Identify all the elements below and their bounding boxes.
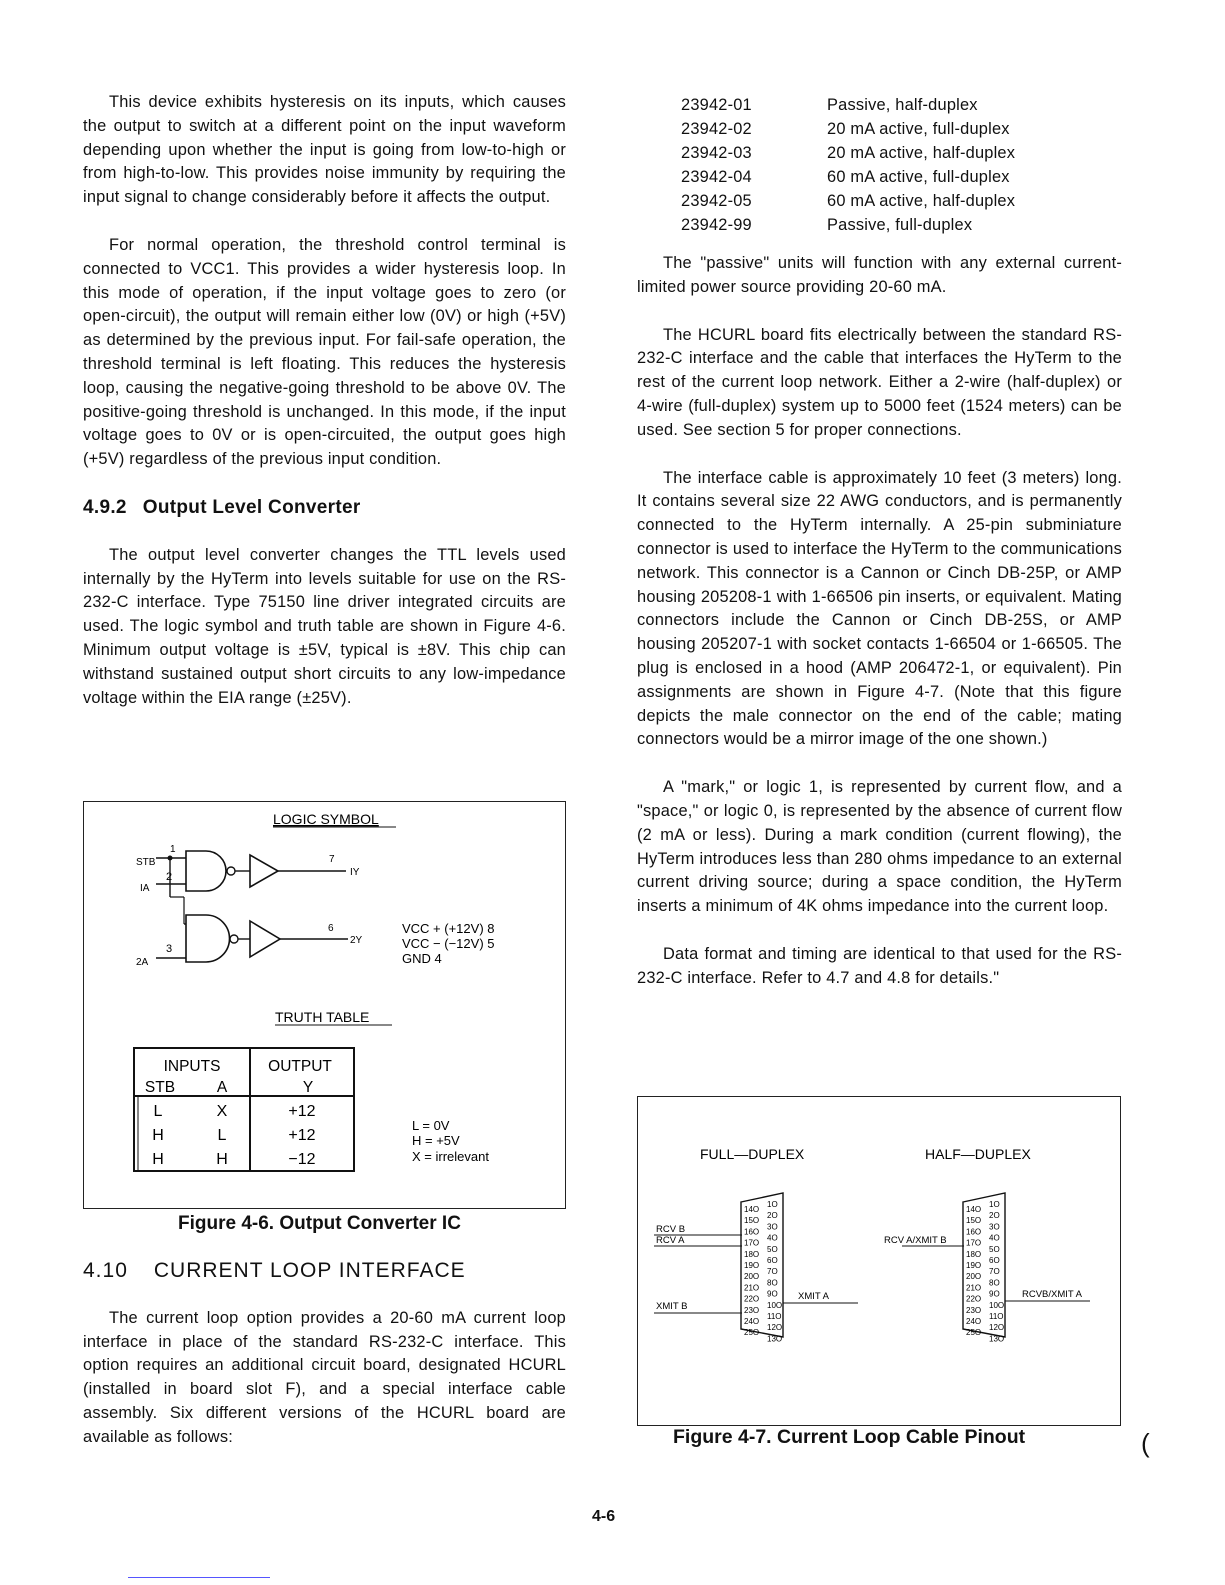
connector-pin-label: 18O [744, 1249, 760, 1259]
svg-text:7: 7 [329, 854, 335, 865]
connector-pin-label: 17O [744, 1238, 760, 1248]
logic-symbol-title: LOGIC SYMBOL [273, 811, 379, 827]
svg-text:IY: IY [350, 867, 360, 878]
svg-text:+12: +12 [288, 1103, 316, 1120]
full-duplex-title: FULL—DUPLEX [700, 1146, 805, 1162]
svg-text:A: A [216, 1079, 228, 1096]
gnd-label: GND 4 [402, 951, 442, 966]
svg-text:6: 6 [328, 923, 334, 934]
connector-pin-label: 25O [744, 1328, 760, 1338]
page-number: 4-6 [592, 1508, 616, 1525]
connector-pin-label: 6O [989, 1256, 1000, 1265]
paragraph: A "mark," or logic 1, is represented by current flow, and a "space," or logic 0, is represented by the absence of current flow (2 mA or less). During a mark condition (current flowing), the HyTerm introduces less than 280 ohms impedance to an external current driving source; during a space condition, the HyTerm inserts a minimum of 4K ohms impedance into the current loop. [637, 778, 1122, 916]
table-row [152, 1151, 315, 1168]
legend-h: H = +5V [412, 1133, 460, 1148]
paragraph: The output level converter changes the TTL levels used internally by the HyTerm into levels suitable for use on the RS-232-C interface. Type 75150 line driver integrated circuits are used. The logic symbol and truth table are shown in Figure 4-6. Minimum output voltage is ±5V, typical is ±8V. This chip can withstand sustained output short circuits to any low-impedance voltage within the EIA range (±25V). [83, 545, 566, 707]
paragraph: The current loop option provides a 20-60 mA current loop interface in place of the standard RS-232-C interface. This option requires an additional circuit board, designated HCURL (installed in board slot F), and a special interface cable assembly. Six different versions of the HCURL board are available as follows: [83, 1308, 566, 1446]
connector-pin-label: 21O [966, 1283, 982, 1293]
svg-text:+12: +12 [288, 1127, 316, 1144]
paragraph: The HCURL board fits electrically between the standard RS-232-C interface and the cable that interfaces the HyTerm to the rest of the current loop network. Either a 2-wire (half-duplex) or 4-wire (full-duplex) system up to 5000 feet (1524 meters) can be used. See section 5 for proper connections. [637, 325, 1122, 439]
connector-pin-label: 5O [767, 1244, 778, 1254]
connector-pin-label: 4O [767, 1233, 778, 1243]
section-heading-4-9-2: 4.9.2 Output Level Converter [83, 496, 361, 518]
paragraph: For normal operation, the threshold control terminal is connected to VCC1. This provides a wider hysteresis loop. In this mode of operation, if the input voltage goes to zero (or open-circuit), the output will remain either low (0V) or high (+5V) as determined by the previous input. For fail-safe operation, the threshold terminal is left floating. This reduces the hysteresis loop, causing the negative-going threshold to be above 0V. The positive-going threshold is unchanged. In this mode, if the input voltage goes to 0V or is open-circuited, the output goes high (+5V) regardless of the previous input condition. [83, 235, 566, 469]
inputs-header: INPUTS [163, 1058, 221, 1075]
connector-pin-label: 18O [966, 1249, 982, 1259]
table-row: 23942-99 Passive, full-duplex [681, 216, 973, 235]
connector-pin-label: 3O [989, 1222, 1000, 1232]
connector-pin-label: 17O [966, 1238, 982, 1248]
connector-pin-label: 24O [966, 1317, 982, 1326]
svg-text:X: X [216, 1103, 228, 1120]
paragraph: Data format and timing are identical to that used for the RS-232-C interface. Refer to 4.7 and 4.8 for details." [637, 944, 1122, 987]
section-heading-4-10: 4.10 CURRENT LOOP INTERFACE [83, 1259, 466, 1282]
connector-pin-label: 1O [989, 1200, 1000, 1209]
svg-text:XMIT B: XMIT B [656, 1301, 688, 1312]
logic-symbol-diagram [84, 802, 564, 1207]
legend-x: X = irrelevant [412, 1149, 489, 1164]
connector-pin-label: 22O [966, 1294, 982, 1304]
svg-text:RCV B: RCV B [656, 1224, 686, 1235]
connector-pin-label: 5O [989, 1244, 1000, 1254]
connector-pin-label: 22O [744, 1294, 760, 1304]
svg-text:RCVB/XMIT A: RCVB/XMIT A [1022, 1289, 1083, 1300]
svg-text:RCV A/XMIT B: RCV A/XMIT B [884, 1235, 947, 1246]
connector-pin-label: 2O [767, 1211, 778, 1221]
cable-pinout-diagram [638, 1097, 1119, 1424]
table-row: 23942-01 Passive, half-duplex [681, 96, 978, 115]
connector-pin-label: 15O [966, 1216, 982, 1226]
vcc-plus-label: VCC + (+12V) 8 [402, 921, 495, 936]
table-row: 23942-03 20 mA active, half-duplex [681, 144, 1016, 163]
connector-pin-label: 14O [744, 1205, 760, 1214]
svg-text:2A: 2A [136, 957, 149, 968]
half-duplex-title: HALF—DUPLEX [925, 1146, 1031, 1162]
connector-pin-label: 14O [966, 1205, 982, 1214]
svg-text:STB: STB [136, 857, 156, 868]
svg-text:3: 3 [166, 943, 173, 955]
figure-4-6 [83, 801, 566, 1209]
table-row [154, 1103, 316, 1120]
footer-rule [128, 1577, 270, 1578]
legend-l: L = 0V [412, 1118, 450, 1133]
connector-pin-label: 8O [989, 1278, 1000, 1288]
figure-4-7-caption: Figure 4-7. Current Loop Cable Pinout [673, 1426, 1026, 1448]
truth-table-title: TRUTH TABLE [275, 1009, 370, 1025]
table-row: 23942-02 20 mA active, full-duplex [681, 120, 1010, 139]
svg-text:H: H [216, 1151, 228, 1168]
output-header: OUTPUT [268, 1058, 332, 1075]
connector-pin-label: 1O [767, 1200, 778, 1209]
table-row: 23942-04 60 mA active, full-duplex [681, 168, 1010, 187]
connector-pin-label: 8O [767, 1278, 778, 1288]
connector-pin-label: 15O [744, 1216, 760, 1226]
svg-text:−12: −12 [288, 1151, 316, 1168]
connector-pin-label: 20O [744, 1272, 760, 1282]
svg-text:2Y: 2Y [350, 935, 363, 946]
svg-text:2: 2 [166, 871, 173, 883]
connector-pin-label: 9O [989, 1289, 1000, 1299]
svg-text:XMIT A: XMIT A [798, 1291, 829, 1302]
paragraph: The "passive" units will function with any external current-limited power source providing 20-60 mA. [637, 254, 1122, 296]
connector-pin-label: 23O [966, 1305, 982, 1315]
table-row [152, 1127, 315, 1144]
connector-pin-label: 25O [966, 1328, 982, 1338]
connector-pin-label: 23O [744, 1305, 760, 1315]
right-column [637, 94, 1122, 1015]
svg-text:STB: STB [144, 1079, 176, 1096]
connector-pin-label: 16O [966, 1227, 982, 1237]
connector-pin-label: 21O [744, 1283, 760, 1293]
svg-text:H: H [152, 1127, 164, 1144]
svg-text:IA: IA [140, 883, 150, 894]
connector-pin-label: 9O [767, 1289, 778, 1299]
connector-pin-label: 3O [767, 1222, 778, 1232]
figure-4-7 [637, 1096, 1121, 1426]
paragraph: The interface cable is approximately 10 feet (3 meters) long. It contains several size 22 AWG conductors, and is permanently connected to the HyTerm internally. A 25-pin subminiature connector is used to interface the HyTerm to the communications network. This connector is a Cannon or Cinch DB-25P, or AMP housing 205208-1 with 1-66506 pin inserts, or equivalent. Mating connectors include the Cannon or Cinch DB-25S, or AMP housing 205207-1 with socket contacts 1-66504 or 1-66505. The plug is enclosed in a hood (AMP 206472-1, or equivalent). Pin assignments are shown in Figure 4-7. (Note that this figure depicts the male connector on the end of the cable; mating connectors would be a mirror image of the one shown.) [637, 468, 1122, 749]
connector-pin-label: 10O [767, 1300, 783, 1310]
vcc-minus-label: VCC − (−12V) 5 [402, 936, 495, 951]
connector-pin-label: 7O [989, 1267, 1000, 1277]
svg-text:Y: Y [302, 1079, 314, 1096]
board-versions-table [681, 94, 1015, 238]
margin-mark: ( [1141, 1428, 1150, 1458]
svg-text:L: L [153, 1103, 163, 1120]
connector-pin-label: 6O [767, 1256, 778, 1265]
connector-pin-label: 13O [989, 1334, 1005, 1344]
connector-pin-label: 19O [966, 1261, 982, 1270]
connector-pin-label: 24O [744, 1317, 760, 1326]
connector-pin-label: 7O [767, 1267, 778, 1277]
connector-pin-label: 2O [989, 1211, 1000, 1221]
connector-pin-label: 10O [989, 1300, 1005, 1310]
connector-pin-label: 12O [989, 1323, 1005, 1333]
connector-pin-label: 13O [767, 1334, 783, 1344]
svg-text:L: L [217, 1127, 227, 1144]
svg-text:1: 1 [170, 844, 176, 855]
connector-pin-label: 19O [744, 1261, 760, 1270]
connector-pin-label: 12O [767, 1323, 783, 1333]
connector-pin-label: 16O [744, 1227, 760, 1237]
connector-pin-label: 11O [989, 1312, 1004, 1321]
svg-text:H: H [152, 1151, 164, 1168]
section-4-10 [83, 1259, 566, 1474]
paragraph: This device exhibits hysteresis on its inputs, which causes the output to switch at a different point on the input waveform depending upon whether the input is going from low-to-high or from high-to-low. This provides noise immunity by requiring the input signal to change considerably before it affects the output. [83, 93, 566, 207]
connector-pin-label: 4O [989, 1233, 1000, 1243]
table-row: 23942-05 60 mA active, half-duplex [681, 192, 1016, 211]
figure-4-6-caption: Figure 4-6. Output Converter IC [178, 1213, 461, 1234]
svg-text:RCV A: RCV A [656, 1235, 685, 1246]
connector-pin-label: 20O [966, 1272, 982, 1282]
connector-pin-label: 11O [767, 1312, 782, 1321]
left-column [83, 91, 566, 734]
